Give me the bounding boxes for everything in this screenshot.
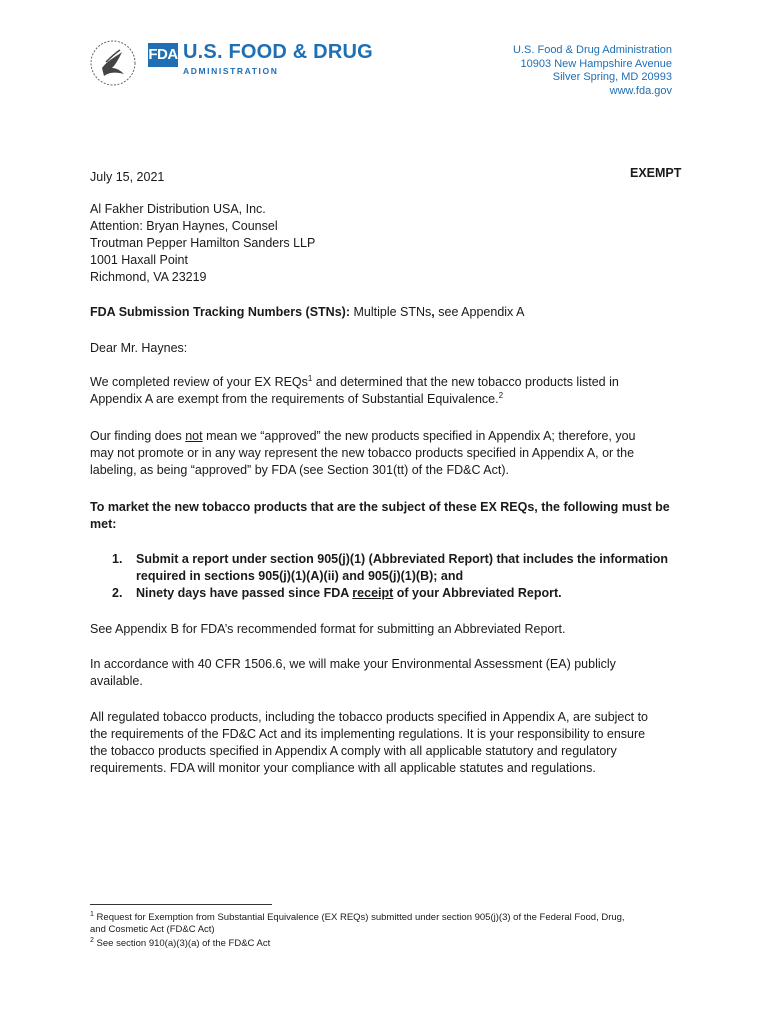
list-item bbox=[112, 551, 672, 568]
paragraph-market-heading bbox=[90, 499, 672, 533]
recipient-line: Richmond, VA 23219 bbox=[90, 270, 207, 284]
para2-text: mean we “approved” the new products specified in Appendix A; therefore, you bbox=[202, 429, 636, 443]
list-number: 2. bbox=[112, 586, 123, 600]
list-item-underlined: receipt bbox=[352, 586, 394, 600]
fda-logo-subtitle: ADMINISTRATION bbox=[183, 66, 279, 76]
fda-logo-name: U.S. FOOD & DRUG bbox=[183, 41, 373, 63]
para2-text: labeling, as being “approved” by FDA (see Section 301(tt) of the FD&C Act). bbox=[90, 463, 509, 477]
date-text: July 15, 2021 bbox=[90, 170, 165, 184]
footnote-number: 1 bbox=[90, 910, 94, 918]
paragraph-finding bbox=[90, 428, 672, 479]
footnote-ref-2[interactable]: 2 bbox=[498, 390, 504, 400]
footnote-1 bbox=[90, 912, 690, 936]
para6-text: All regulated tobacco products, including the tobacco products specified in Appendix A, are subject to bbox=[90, 710, 648, 724]
address-line: U.S. Food & Drug Administration bbox=[513, 44, 672, 56]
list-item-text: Submit a report under section 905(j)(1) (Abbreviated Report) that includes the information bbox=[136, 552, 669, 566]
stn-text: Multiple STNs bbox=[350, 305, 432, 319]
recipient-line: Al Fakher Distribution USA, Inc. bbox=[90, 202, 266, 216]
para1-text: Appendix A are exempt from the requirements of Substantial Equivalence. bbox=[90, 392, 499, 406]
footnote-text: See section 910(a)(3)(a) of the FD&C Act bbox=[93, 938, 271, 949]
para1-text: We completed review of your EX REQs bbox=[90, 375, 308, 389]
footnote-ref-1[interactable]: 1 bbox=[307, 373, 313, 383]
para5-text: In accordance with 40 CFR 1506.6, we will make your Environmental Assessment (EA) publicly bbox=[90, 657, 616, 671]
letter-date bbox=[90, 169, 672, 186]
list-item bbox=[112, 585, 672, 602]
footnote-number: 2 bbox=[90, 936, 94, 944]
stn-label: FDA Submission Tracking Numbers (STNs): bbox=[90, 305, 350, 319]
para3-text: met: bbox=[90, 517, 117, 531]
list-number: 1. bbox=[112, 552, 123, 566]
list-item-text: required in sections 905(j)(1)(A)(ii) and 905(j)(1)(B); and bbox=[136, 569, 464, 583]
exempt-label: EXEMPT bbox=[630, 166, 682, 180]
para2-text: may not promote or in any way represent the new tobacco products specified in Appendix A, or the bbox=[90, 446, 635, 460]
para2-text: Our finding does bbox=[90, 429, 186, 443]
stn-rest: see Appendix A bbox=[434, 305, 525, 319]
recipient-line: Attention: Bryan Haynes, Counsel bbox=[90, 219, 278, 233]
para6-text: requirements. FDA will monitor your compliance with all applicable statutes and regulations. bbox=[90, 761, 596, 775]
stn-line bbox=[90, 304, 672, 321]
salutation: Dear Mr. Haynes: bbox=[90, 341, 188, 355]
footnote-text: Request for Exemption from Substantial Equivalence (EX REQs) submitted under section 905(j)(3) of the Federal Food, Drug, bbox=[93, 912, 625, 923]
paragraph-environmental bbox=[90, 656, 672, 690]
para6-text: the requirements of the FD&C Act and its implementing regulations. It is your responsibility to ensure bbox=[90, 727, 646, 741]
letterhead-address bbox=[513, 44, 672, 98]
recipient-block bbox=[90, 201, 672, 286]
paragraph-regulated bbox=[90, 709, 672, 777]
list-item-text: of your Abbreviated Report. bbox=[393, 586, 562, 600]
footnote-2 bbox=[90, 938, 690, 950]
para3-text: To market the new tobacco products that are the subject of these EX REQs, the following must be bbox=[90, 500, 670, 514]
address-line: 10903 New Hampshire Avenue bbox=[520, 57, 672, 70]
list-item-text: Ninety days have passed since FDA bbox=[136, 586, 353, 600]
para2-underlined: not bbox=[185, 429, 203, 443]
recipient-line: Troutman Pepper Hamilton Sanders LLP bbox=[90, 236, 316, 250]
para6-text: the tobacco products specified in Appendix A comply with all applicable statutory and regulatory bbox=[90, 744, 617, 758]
para5-text: available. bbox=[90, 674, 143, 688]
paragraph-review bbox=[90, 374, 672, 408]
requirements-list bbox=[112, 551, 672, 602]
footnote-text: and Cosmetic Act (FD&C Act) bbox=[90, 924, 215, 935]
recipient-line: 1001 Haxall Point bbox=[90, 253, 188, 267]
paragraph-appendix-b: See Appendix B for FDA’s recommended format for submitting an Abbreviated Report. bbox=[90, 622, 566, 636]
para1-text: and determined that the new tobacco products listed in bbox=[312, 375, 619, 389]
stn-comma: , bbox=[431, 305, 435, 319]
address-website-link[interactable]: www.fda.gov bbox=[609, 84, 672, 97]
footnote-divider bbox=[90, 904, 272, 905]
hhs-seal-logo bbox=[88, 38, 138, 88]
address-line: Silver Spring, MD 20993 bbox=[552, 71, 672, 83]
fda-logo-box: FDA bbox=[148, 43, 178, 67]
